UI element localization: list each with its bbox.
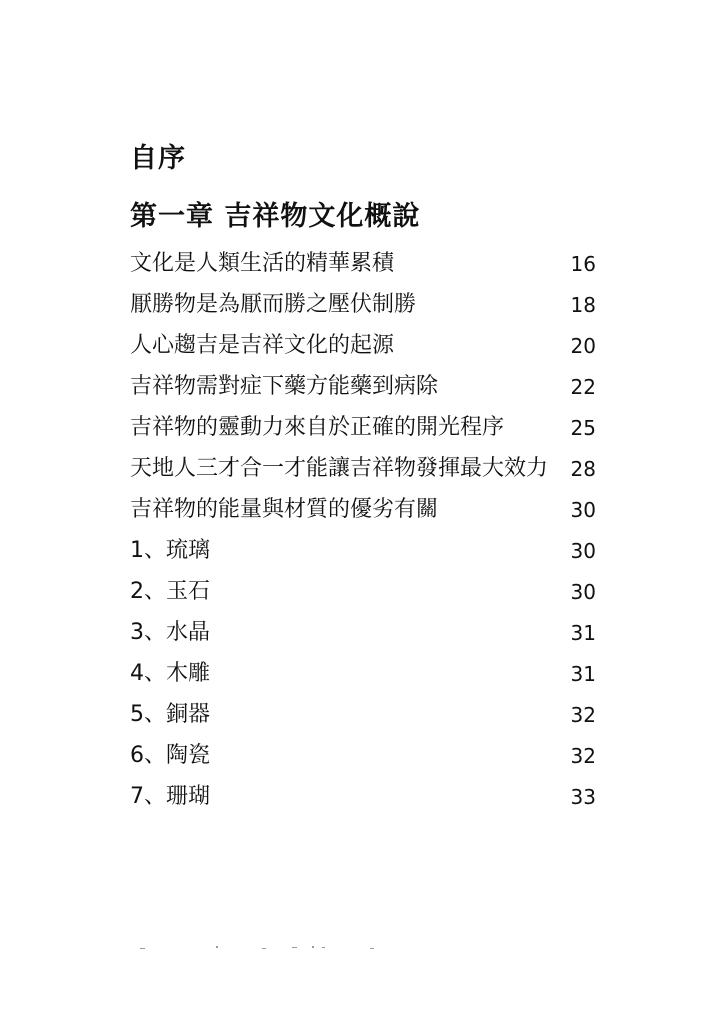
toc-entry-page: 33: [570, 785, 596, 809]
scan-artifact-marks: [140, 944, 380, 952]
toc-entry-title: 5、銅器: [130, 702, 210, 727]
toc-entry-page: 32: [570, 744, 596, 768]
toc-entry-page: 30: [570, 498, 596, 522]
toc-entry-page: 31: [570, 621, 596, 645]
toc-entry: [130, 576, 596, 617]
toc-entry-page: 20: [570, 334, 596, 358]
toc-entry-title: 6、陶瓷: [130, 743, 210, 768]
toc-entry: [130, 494, 596, 535]
toc-entry: [130, 658, 596, 699]
toc-entry-page: 16: [570, 252, 596, 276]
toc-entry-page: 25: [570, 416, 596, 440]
toc-entry-title: 吉祥物的靈動力來自於正確的開光程序: [130, 415, 505, 440]
toc-entry: [130, 781, 596, 822]
table-of-contents: [130, 248, 596, 822]
toc-entry-title: 2、玉石: [130, 579, 210, 604]
toc-entry-title: 4、木雕: [130, 661, 210, 686]
toc-entry-page: 22: [570, 375, 596, 399]
toc-entry-title: 吉祥物需對症下藥方能藥到病除: [130, 374, 439, 399]
toc-entry-title: 文化是人類生活的精華累積: [130, 251, 395, 276]
toc-entry-title: 天地人三才合一才能讓吉祥物發揮最大效力: [130, 456, 549, 481]
toc-entry-title: 厭勝物是為厭而勝之壓伏制勝: [130, 292, 417, 317]
toc-entry-title: 人心趨吉是吉祥文化的起源: [130, 333, 395, 358]
toc-entry-title: 3、水晶: [130, 620, 210, 645]
toc-entry: [130, 248, 596, 289]
toc-entry: [130, 740, 596, 781]
toc-entry-page: 18: [570, 293, 596, 317]
chapter-heading: 第一章 吉祥物文化概說: [130, 201, 421, 232]
toc-entry: [130, 330, 596, 371]
toc-entry: [130, 535, 596, 576]
toc-entry-page: 28: [570, 457, 596, 481]
toc-entry-title: 吉祥物的能量與材質的優劣有關: [130, 497, 439, 522]
toc-entry-page: 31: [570, 662, 596, 686]
toc-entry: [130, 617, 596, 658]
toc-entry-page: 32: [570, 703, 596, 727]
toc-entry-title: 7、珊瑚: [130, 784, 210, 809]
toc-entry: [130, 289, 596, 330]
preface-heading: 自序: [130, 143, 186, 174]
toc-entry: [130, 371, 596, 412]
toc-entry: [130, 699, 596, 740]
toc-entry-page: 30: [570, 580, 596, 604]
toc-entry-page: 30: [570, 539, 596, 563]
toc-entry: [130, 412, 596, 453]
toc-entry: [130, 453, 596, 494]
toc-entry-title: 1、琉璃: [130, 538, 210, 563]
